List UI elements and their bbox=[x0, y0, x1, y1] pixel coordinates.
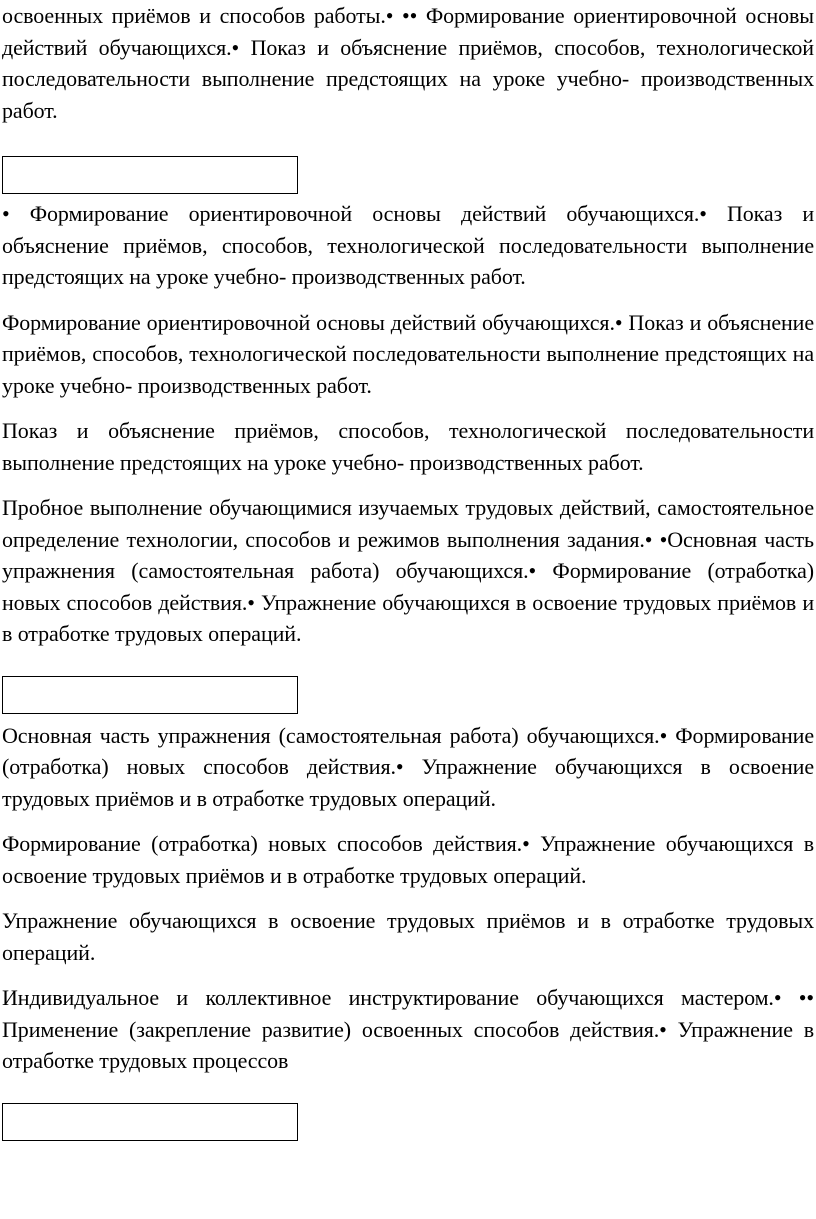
paragraph-8: Упражнение обучающихся в освоение трудовых приёмов и в отработке трудовых операций. bbox=[2, 908, 814, 965]
paragraph-2: • Формирование ориентировочной основы действий обучающихся.• Показ и объяснение приёмов, способов, технологической последовательности выполнение предстоящих на уроке учебно- производственных работ. bbox=[2, 201, 814, 289]
paragraph-7: Формирование (отработка) новых способов действия.• Упражнение обучающихся в освоение трудовых приёмов и в отработке трудовых операций. bbox=[2, 831, 814, 888]
paragraph-4: Показ и объяснение приёмов, способов, технологической последовательности выполнение предстоящих на уроке учебно- производственных работ. bbox=[2, 418, 814, 475]
paragraph-9: Индивидуальное и коллективное инструктирование обучающихся мастером.• •• Применение (закрепление развитие) освоенных способов действия.• Упражнение в отработке трудовых процессов bbox=[2, 985, 814, 1073]
empty-frame-3 bbox=[2, 1103, 298, 1141]
empty-frame-2 bbox=[2, 676, 298, 714]
document-page bbox=[2, 0, 814, 1141]
paragraph-1: освоенных приёмов и способов работы.• •• Формирование ориентировочной основы действий обучающихся.• Показ и объяснение приёмов, способов, технологической последовательности выполнение предстоящих на уроке учебно- производственных работ. bbox=[2, 3, 814, 123]
paragraph-3: Формирование ориентировочной основы действий обучающихся.• Показ и объяснение приёмов, способов, технологической последовательности выполнение предстоящих на уроке учебно- производственных работ. bbox=[2, 309, 814, 398]
paragraph-5: Пробное выполнение обучающимися изучаемых трудовых действий, самостоятельное определение технологии, способов и режимов выполнения задания.• •Основная часть упражнения (самостоятельная работа) обучающихся.• Формирование (отработка) новых способов действия.• Упражнение обучающихся в освоение трудовых приёмов и в отработке трудовых операций. bbox=[2, 495, 814, 646]
paragraph-6: Основная часть упражнения (самостоятельная работа) обучающихся.• Формирование (отработка) новых способов действия.• Упражнение обучающихся в освоение трудовых приёмов и в отработке трудовых операций. bbox=[2, 722, 814, 811]
empty-frame-1 bbox=[2, 156, 298, 194]
